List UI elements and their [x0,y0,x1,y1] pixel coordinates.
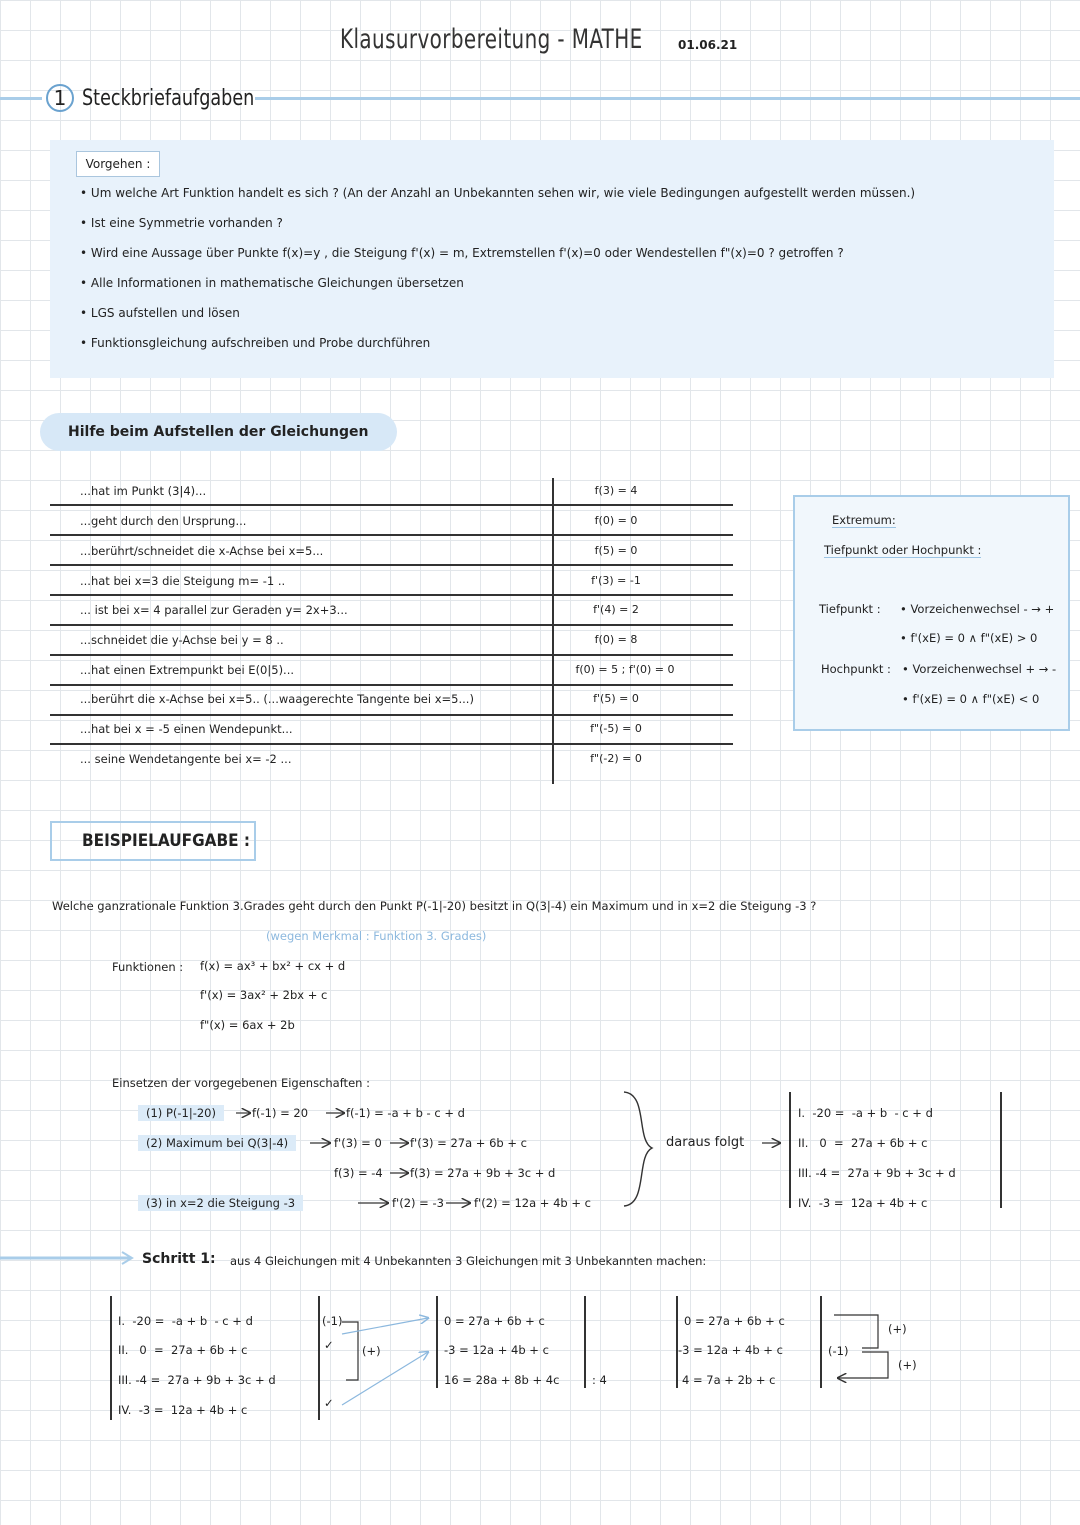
op2-minus1: (-1) [828,1344,849,1358]
table-cell-right: f(0) = 0 [594,514,638,527]
table-cell-left: ...berührt die x-Achse bei x=5.. (...waagerechte Tangente bei x=5...) [80,692,474,706]
condition-2-a: f'(3) = 0 [334,1136,382,1150]
table-cell-left: ...hat einen Extrempunkt bei E(0|5)... [80,663,295,677]
op-bracket [834,1315,878,1348]
condition-3: (3) in x=2 die Steigung -3 [138,1195,303,1211]
function-f2: f"(x) = 6ax + 2b [200,1018,295,1032]
table-cell-right: f(5) = 0 [594,544,638,557]
funktionen-label: Funktionen : [112,960,184,974]
table-cell-left: ...hat im Punkt (3|4)... [80,484,207,498]
table-cell-left: ... seine Wendetangente bei x= -2 ... [80,752,292,766]
daraus-folgt: daraus folgt [666,1135,745,1150]
divide-by-4: : 4 [592,1373,607,1387]
system-eq-4: IV. -3 = 12a + 4b + c [798,1196,928,1210]
beispiel-note: (wegen Merkmal : Funktion 3. Grades) [266,929,487,943]
condition-2-d: f(3) = 27a + 9b + 3c + d [410,1166,556,1180]
condition-2: (2) Maximum bei Q(3|-4) [138,1135,296,1151]
arrow [342,1318,428,1334]
table-cell-right: f"(-5) = 0 [590,722,642,735]
condition-2-c: f(3) = -4 [334,1166,383,1180]
curly-brace [624,1092,652,1206]
beispiel-question: Welche ganzrationale Funktion 3.Grades geht durch den Punkt P(-1|-20) besitzt in Q(3|-4) ein Maximum und in x=2 die Steigung -3 ? [52,899,817,913]
op-minus1: (-1) [322,1314,343,1328]
schritt1-text: aus 4 Gleichungen mit 4 Unbekannten 3 Gleichungen mit 3 Unbekannten machen: [230,1254,707,1268]
condition-1-b: f(-1) = -a + b - c + d [346,1106,465,1120]
vorgehen-bullet: • Um welche Art Funktion handelt es sich ? (An der Anzahl an Unbekannten sehen wir, wie viele Bedingungen aufgestellt werden müssen.) [80,186,916,200]
op-plus: (+) [362,1344,381,1358]
hochpunkt-label: Hochpunkt : [821,662,891,676]
hochpunkt-rule-1: • Vorzeichenwechsel + → - [902,662,1057,676]
extremum-title: Extremum: [832,513,896,527]
beispiel-label: BEISPIELAUFGABE : [50,821,256,861]
condition-3-b: f'(2) = 12a + 4b + c [474,1196,591,1210]
section-number: 1 [46,84,74,112]
condition-2-b: f'(3) = 27a + 6b + c [410,1136,527,1150]
reduced2-eq-2: -3 = 12a + 4b + c [678,1343,783,1357]
table-cell-left: ...berührt/schneidet die x-Achse bei x=5... [80,544,324,558]
tiefpunkt-rule-1: • Vorzeichenwechsel - → + [900,602,1055,616]
tiefpunkt-label: Tiefpunkt : [819,602,881,616]
schritt1-label: Schritt 1: [142,1251,216,1267]
op2-plus: (+) [888,1322,907,1336]
op-bracket [838,1352,888,1378]
condition-1-a: f(-1) = 20 [252,1106,309,1120]
reduced-eq-1: 0 = 27a + 6b + c [444,1314,545,1328]
vorgehen-bullet: • Alle Informationen in mathematische Gleichungen übersetzen [80,276,464,290]
system-eq-1: I. -20 = -a + b - c + d [798,1106,933,1120]
table-cell-right: f'(5) = 0 [593,692,639,705]
table-cell-left: ... ist bei x= 4 parallel zur Geraden y= 2x+3... [80,603,348,617]
step-eq-3: III. -4 = 27a + 9b + 3c + d [118,1373,276,1387]
step-eq-4: IV. -3 = 12a + 4b + c [118,1403,248,1417]
table-cell-right: f(0) = 8 [594,633,638,646]
table-cell-left: ...geht durch den Ursprung... [80,514,247,528]
reduced2-eq-1: 0 = 27a + 6b + c [684,1314,785,1328]
date: 01.06.21 [678,38,738,52]
vorgehen-bullet: • Wird eine Aussage über Punkte f(x)=y , die Steigung f'(x) = m, Extremstellen f'(x)=0 oder Wendestellen f"(x)=0 ? getroffen ? [80,246,844,260]
check-mark: ✓ [324,1338,334,1352]
table-cell-left: ...schneidet die y-Achse bei y = 8 .. [80,633,284,647]
table-cell-right: f'(3) = -1 [591,574,641,587]
hilfe-title: Hilfe beim Aufstellen der Gleichungen [40,413,397,451]
einsetzen-heading: Einsetzen der vorgegebenen Eigenschaften : [112,1076,370,1090]
op-bracket [342,1322,358,1380]
check-mark: ✓ [324,1396,334,1410]
vorgehen-bullet: • Funktionsgleichung aufschreiben und Probe durchführen [80,336,431,350]
reduced2-eq-3: 4 = 7a + 2b + c [682,1373,776,1387]
function-f: f(x) = ax³ + bx² + cx + d [200,959,346,973]
vorgehen-label: Vorgehen : [76,151,160,177]
condition-3-a: f'(2) = -3 [392,1196,444,1210]
condition-1: (1) P(-1|-20) [138,1105,224,1121]
page-title: Klausurvorbereitung - MATHE [340,24,643,55]
tiefpunkt-rule-2: • f'(xE) = 0 ∧ f"(xE) > 0 [900,631,1038,645]
table-cell-right: f"(-2) = 0 [590,752,642,765]
table-cell-right: f(3) = 4 [594,484,638,497]
reduced-eq-2: -3 = 12a + 4b + c [444,1343,549,1357]
table-cell-right: f(0) = 5 ; f'(0) = 0 [575,663,675,676]
step-eq-1: I. -20 = -a + b - c + d [118,1314,253,1328]
table-cell-left: ...hat bei x = -5 einen Wendepunkt... [80,722,293,736]
reduced-eq-3: 16 = 28a + 8b + 4c [444,1373,560,1387]
section-title: Steckbriefaufgaben [82,86,255,111]
table-cell-right: f'(4) = 2 [593,603,639,616]
system-eq-2: II. 0 = 27a + 6b + c [798,1136,928,1150]
vorgehen-bullet: • LGS aufstellen und lösen [80,306,240,320]
system-eq-3: III. -4 = 27a + 9b + 3c + d [798,1166,956,1180]
extremum-subtitle: Tiefpunkt oder Hochpunkt : [824,543,982,557]
table-cell-left: ...hat bei x=3 die Steigung m= -1 .. [80,574,286,588]
step-eq-2: II. 0 = 27a + 6b + c [118,1343,248,1357]
arrow [342,1352,428,1405]
function-f1: f'(x) = 3ax² + 2bx + c [200,988,328,1002]
vorgehen-bullet: • Ist eine Symmetrie vorhanden ? [80,216,283,230]
hochpunkt-rule-2: • f'(xE) = 0 ∧ f"(xE) < 0 [902,692,1040,706]
op2-plus-2: (+) [898,1358,917,1372]
